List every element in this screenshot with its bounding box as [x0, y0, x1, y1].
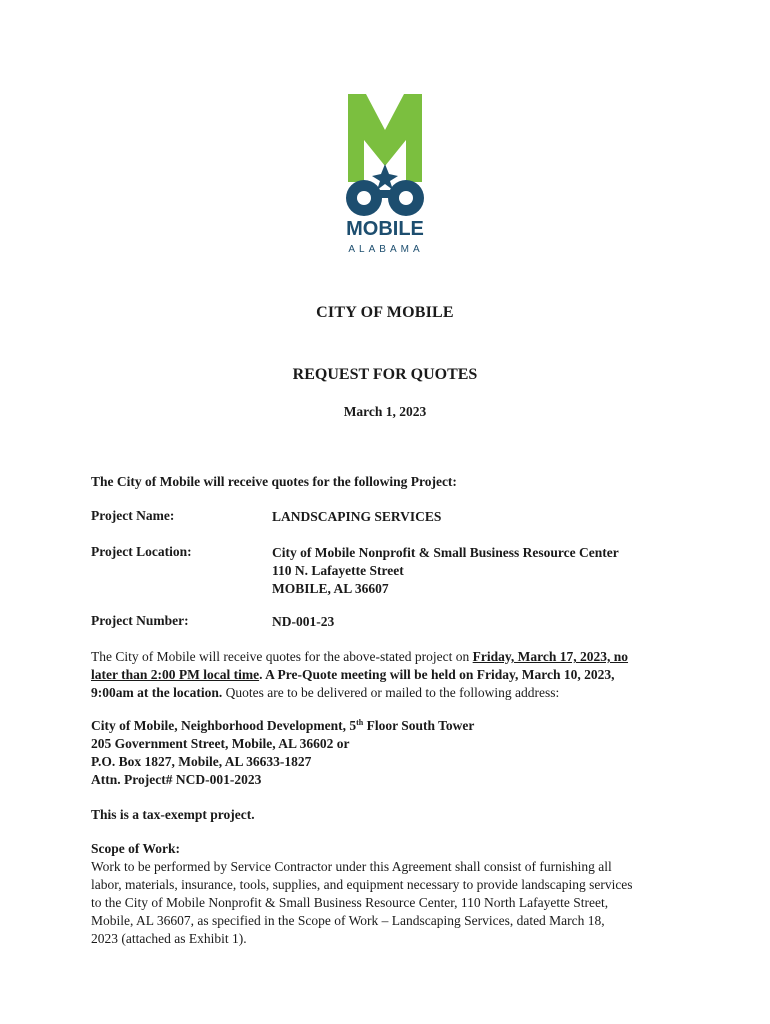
- intro-text: The City of Mobile will receive quotes for the following Project:: [91, 474, 457, 489]
- address-line-1: City of Mobile, Neighborhood Development, 5: [91, 718, 357, 733]
- city-of-mobile-logo: [340, 90, 430, 260]
- address-line-1-sup: th: [356, 718, 364, 727]
- prequote-meeting: . A Pre-Quote meeting will be held on Friday, March 10, 2023,: [259, 667, 615, 682]
- project-number-label: Project Number:: [91, 613, 189, 628]
- location-line-1: City of Mobile Nonprofit & Small Business Resource Center: [272, 545, 619, 560]
- location-line-3: MOBILE, AL 36607: [272, 581, 389, 596]
- deadline-time: later than 2:00 PM local time: [91, 667, 260, 682]
- scope-line-5: 2023 (attached as Exhibit 1).: [91, 931, 247, 946]
- org-heading: CITY OF MOBILE: [316, 304, 454, 321]
- logo-wordmark: MOBILE: [346, 218, 424, 240]
- scope-heading: Scope of Work:: [91, 841, 181, 856]
- project-name-value: LANDSCAPING SERVICES: [272, 509, 442, 524]
- scope-line-2: labor, materials, insurance, tools, supplies, and equipment necessary to provide landscaping services: [91, 877, 633, 892]
- address-line-4: Attn. Project# NCD-001-2023: [91, 772, 262, 787]
- mailing-address: [91, 717, 681, 789]
- project-location-value: [272, 544, 619, 598]
- address-line-2: 205 Government Street, Mobile, AL 36602 or: [91, 736, 350, 751]
- logo-subtitle: ALABAMA: [348, 244, 424, 255]
- deadline-date: Friday, March 17, 2023, no: [472, 649, 629, 664]
- location-line-2: 110 N. Lafayette Street: [272, 563, 404, 578]
- scope-line-1: Work to be performed by Service Contractor under this Agreement shall consist of furnishing all: [91, 859, 612, 874]
- doc-type-heading: REQUEST FOR QUOTES: [292, 366, 478, 383]
- scope-line-4: Mobile, AL 36607, as specified in the Scope of Work – Landscaping Services, dated March 18,: [91, 913, 605, 928]
- prequote-meeting-time: 9:00am at the location.: [91, 685, 223, 700]
- scope-line-3: to the City of Mobile Nonprofit & Small Business Resource Center, 110 North Lafayette Street,: [91, 895, 609, 910]
- deadline-paragraph: [91, 648, 681, 702]
- scope-of-work-section: [91, 840, 681, 948]
- doc-date: March 1, 2023: [343, 404, 427, 419]
- address-line-3: P.O. Box 1827, Mobile, AL 36633-1827: [91, 754, 312, 769]
- project-number-value: ND-001-23: [272, 614, 335, 629]
- mobile-logo-graphic: [340, 90, 430, 260]
- project-name-label: Project Name:: [91, 508, 175, 523]
- address-line-1-post: Floor South Tower: [363, 718, 475, 733]
- deadline-lead: The City of Mobile will receive quotes for the above-stated project on: [91, 649, 473, 664]
- project-location-label: Project Location:: [91, 544, 192, 559]
- tax-exempt-note: This is a tax-exempt project.: [91, 807, 255, 822]
- delivery-instruction: Quotes are to be delivered or mailed to the following address:: [222, 685, 560, 700]
